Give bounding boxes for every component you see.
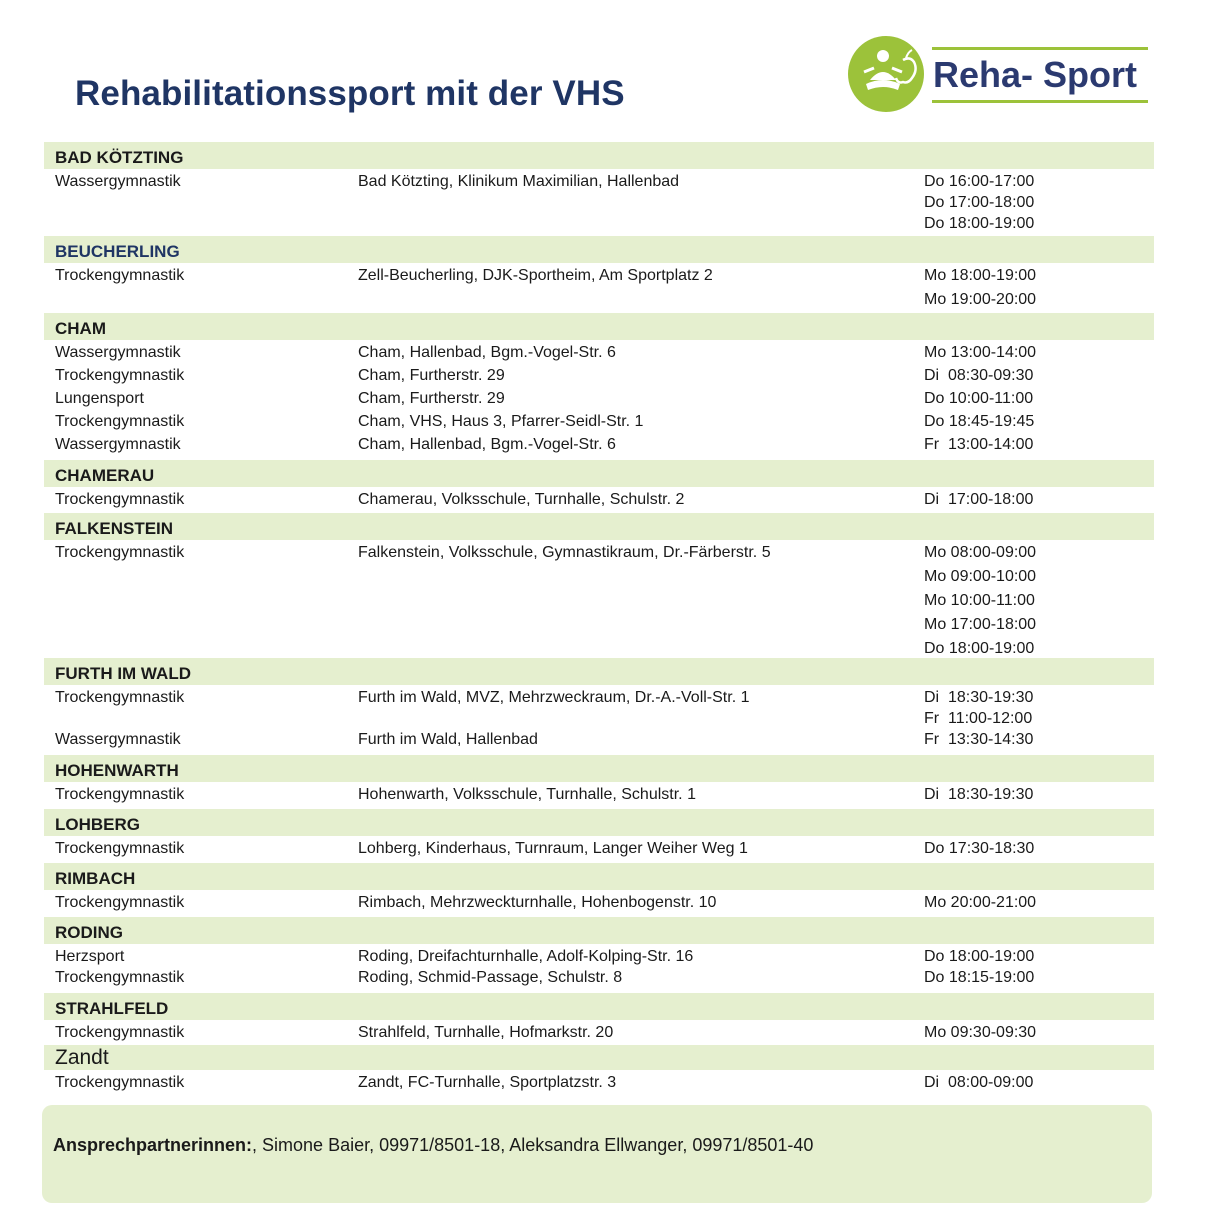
course-time: Di 18:30-19:30 [924, 786, 1034, 803]
course-name: Herzsport [55, 948, 125, 965]
course-time: Mo 18:00-19:00 [924, 267, 1037, 284]
person-meditating-apple-icon [848, 36, 924, 112]
reha-sport-logo [848, 36, 1150, 114]
course-times [924, 838, 1034, 859]
course-name: Trockengymnastik [55, 840, 185, 857]
location-header: CHAM [44, 313, 1154, 340]
course-time: Do 18:45-19:45 [924, 413, 1035, 430]
page-title: Rehabilitationssport mit der VHS [75, 74, 625, 113]
course-times [924, 388, 1033, 409]
location-header: RODING [44, 917, 1154, 944]
course-time: Mo 10:00-11:00 [924, 592, 1035, 609]
course-venue: Zandt, FC-Turnhalle, Sportplatzstr. 3 [358, 1074, 617, 1091]
course-time: Mo 08:00-09:00 [924, 544, 1037, 561]
course-name: Trockengymnastik [55, 267, 185, 284]
course-venue: Cham, Hallenbad, Bgm.-Vogel-Str. 6 [358, 344, 616, 361]
course-name: Trockengymnastik [55, 689, 185, 706]
course-time: Di 17:00-18:00 [924, 491, 1034, 508]
course-time: Fr 13:30-14:30 [924, 731, 1034, 748]
course-name: Trockengymnastik [55, 1024, 185, 1041]
course-name: Trockengymnastik [55, 1074, 185, 1091]
course-times [924, 489, 1033, 510]
course-time: Mo 20:00-21:00 [924, 894, 1037, 911]
contact-details: , Simone Baier, 09971/8501-18, Aleksandra Ellwanger, 09971/8501-40 [252, 1135, 814, 1155]
course-times [924, 542, 1036, 662]
course-time: Di 08:30-09:30 [924, 367, 1034, 384]
course-venue: Strahlfeld, Turnhalle, Hofmarkstr. 20 [358, 1024, 614, 1041]
location-header: FURTH IM WALD [44, 658, 1154, 685]
course-time: Fr 13:00-14:00 [924, 436, 1034, 453]
course-venue: Cham, Furtherstr. 29 [358, 390, 505, 407]
contact-line [53, 1135, 813, 1156]
course-times [924, 434, 1033, 455]
course-time: Do 17:00-18:00 [924, 194, 1035, 211]
logo-bottom-rule [932, 100, 1148, 103]
course-time: Mo 17:00-18:00 [924, 616, 1037, 633]
course-venue: Cham, Furtherstr. 29 [358, 367, 505, 384]
course-times [924, 892, 1036, 913]
course-venue: Hohenwarth, Volksschule, Turnhalle, Schulstr. 1 [358, 786, 696, 803]
course-venue: Furth im Wald, MVZ, Mehrzweckraum, Dr.-A.-Voll-Str. 1 [358, 689, 750, 706]
course-times [924, 967, 1034, 988]
course-times [924, 411, 1034, 432]
location-header: BAD KÖTZTING [44, 142, 1154, 169]
course-time: Do 10:00-11:00 [924, 390, 1034, 407]
course-times [924, 1022, 1036, 1043]
course-venue: Rimbach, Mehrzweckturnhalle, Hohenbogenstr. 10 [358, 894, 717, 911]
course-times [924, 342, 1036, 363]
course-time: Mo 13:00-14:00 [924, 344, 1037, 361]
course-name: Trockengymnastik [55, 786, 185, 803]
course-venue: Lohberg, Kinderhaus, Turnraum, Langer Weiher Weg 1 [358, 840, 748, 857]
course-times [924, 784, 1033, 805]
course-name: Trockengymnastik [55, 894, 185, 911]
course-times [924, 365, 1033, 386]
course-time: Mo 09:00-10:00 [924, 568, 1037, 585]
location-header: BEUCHERLING [44, 236, 1154, 263]
location-header: HOHENWARTH [44, 755, 1154, 782]
logo-top-rule [932, 47, 1148, 50]
course-times [924, 171, 1034, 234]
course-time: Do 18:00-19:00 [924, 640, 1035, 657]
course-name: Trockengymnastik [55, 367, 185, 384]
course-name: Wassergymnastik [55, 173, 181, 190]
contact-label: Ansprechpartnerinnen: [53, 1135, 253, 1155]
course-venue: Falkenstein, Volksschule, Gymnastikraum, Dr.-Färberstr. 5 [358, 544, 771, 561]
course-times [924, 729, 1033, 750]
logo-text: Reha- Sport [933, 54, 1138, 95]
course-venue: Roding, Schmid-Passage, Schulstr. 8 [358, 969, 623, 986]
course-name: Wassergymnastik [55, 731, 181, 748]
course-venue: Roding, Dreifachturnhalle, Adolf-Kolping-Str. 16 [358, 948, 694, 965]
course-time: Mo 09:30-09:30 [924, 1024, 1037, 1041]
location-header: FALKENSTEIN [44, 513, 1154, 540]
course-time: Mo 19:00-20:00 [924, 291, 1037, 308]
course-name: Wassergymnastik [55, 436, 181, 453]
course-name: Trockengymnastik [55, 969, 185, 986]
course-name: Trockengymnastik [55, 413, 185, 430]
location-header: LOHBERG [44, 809, 1154, 836]
course-times [924, 946, 1034, 967]
course-name: Trockengymnastik [55, 491, 185, 508]
course-venue: Cham, VHS, Haus 3, Pfarrer-Seidl-Str. 1 [358, 413, 644, 430]
course-time: Do 17:30-18:30 [924, 840, 1035, 857]
course-venue: Chamerau, Volksschule, Turnhalle, Schulstr. 2 [358, 491, 685, 508]
course-venue: Furth im Wald, Hallenbad [358, 731, 538, 748]
location-header: RIMBACH [44, 863, 1154, 890]
location-header: Zandt [44, 1045, 1154, 1070]
course-name: Trockengymnastik [55, 544, 185, 561]
course-time: Do 18:15-19:00 [924, 969, 1035, 986]
course-time: Fr 11:00-12:00 [924, 710, 1033, 727]
course-time: Do 16:00-17:00 [924, 173, 1035, 190]
course-times [924, 1072, 1033, 1093]
course-time: Di 08:00-09:00 [924, 1074, 1034, 1091]
location-header: STRAHLFELD [44, 993, 1154, 1020]
course-name: Wassergymnastik [55, 344, 181, 361]
course-times [924, 265, 1036, 313]
course-name: Lungensport [55, 390, 144, 407]
course-time: Do 18:00-19:00 [924, 215, 1035, 232]
course-time: Do 18:00-19:00 [924, 948, 1035, 965]
course-venue: Bad Kötzting, Klinikum Maximilian, Hallenbad [358, 173, 680, 190]
contact-box [42, 1105, 1152, 1203]
course-venue: Zell-Beucherling, DJK-Sportheim, Am Sportplatz 2 [358, 267, 713, 284]
course-time: Di 18:30-19:30 [924, 689, 1034, 706]
course-times [924, 687, 1033, 729]
location-header: CHAMERAU [44, 460, 1154, 487]
course-venue: Cham, Hallenbad, Bgm.-Vogel-Str. 6 [358, 436, 616, 453]
